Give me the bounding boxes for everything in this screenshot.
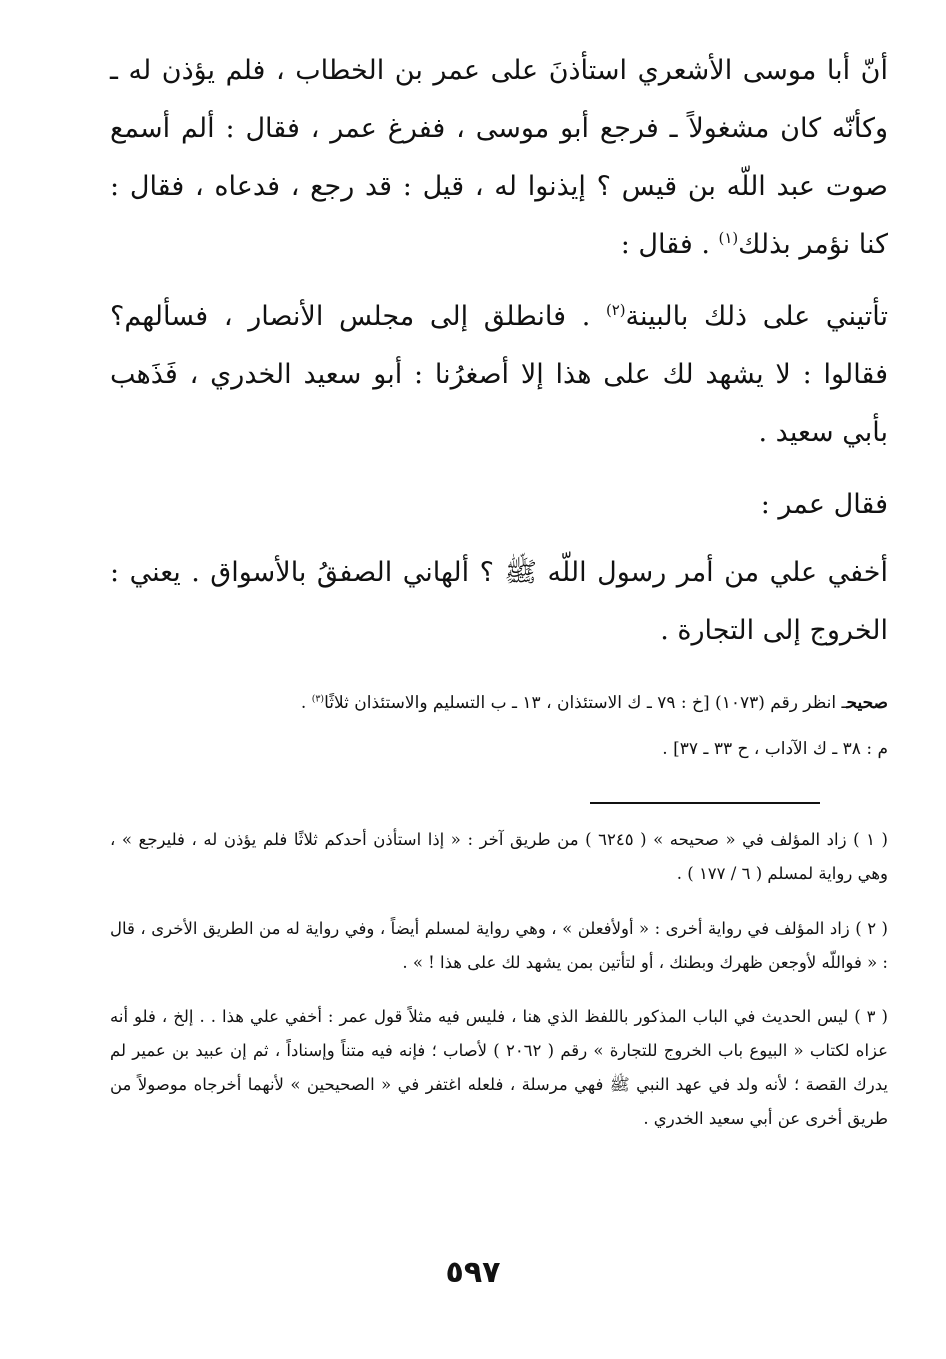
takhrij-block	[110, 680, 888, 772]
hadith-paragraph-3	[110, 476, 888, 534]
footnote-ref-1: (١)	[718, 229, 739, 247]
footnote-1: ( ١ ) زاد المؤلف في « صحيحه » ( ٦٢٤٥ ) من طريق آخر : « إذا استأذن أحدكم ثلاثًا فلم يؤذن له ، فليرجع » ، وهي رواية لمسلم ( ٦ / ١٧٧ ) .	[110, 830, 888, 883]
takhrij-line-1	[110, 680, 888, 726]
hadith-text-1-tail: . فقال :	[620, 229, 719, 260]
hadith-text-4: أخفي علي من أمر رسول اللّه ﷺ ؟ ألهاني الصفقُ بالأسواق . يعني : الخروج إلى التجارة .	[110, 557, 888, 646]
takhrij-line-1-end: .	[300, 693, 312, 713]
footnote-ref-3: (٣)	[311, 693, 325, 705]
footnote-2: ( ٢ ) زاد المؤلف في رواية أخرى : « أولأفعلن » ، وهي رواية لمسلم أيضاً ، وفي رواية له من الطريق الأخرى ، قال : « فواللّه لأوجعن ظهرك وبطنك ، أو لتأتين بمن يشهد لك على هذا ! » .	[110, 919, 888, 972]
hadith-text-2-tail: . فانطلق إلى مجلس الأنصار ، فسألهم؟ فقالوا : لا يشهد لك على هذا إلا أصغرُنا : أبو سعيد الخدري ، فَذَهب بأبي سعيد .	[110, 301, 888, 448]
hadith-text-1: أنّ أبا موسى الأشعري استأذنَ على عمر بن الخطاب ، فلم يؤذن له ـ وكأنّه كان مشغولاً ـ فرجع أبو موسى ، ففرغ عمر ، فقال : ألم أسمع صوت عبد اللّه بن قيس ؟ إيذنوا له ، قيل : قد رجع ، فدعاه ، فقال : كنا نؤمر بذلك	[110, 55, 888, 260]
footnote-3: ( ٣ ) ليس الحديث في الباب المذكور باللفظ الذي هنا ، فليس فيه مثلاً قول عمر : أخفي علي هذا . . إلخ ، فلو أنه عزاه لكتاب « البيوع باب الخروج للتجارة » رقم ( ٢٠٦٢ ) لأصاب ؛ فإنه فيه متناً وإسناداً ، ثم إن عبيد بن عمير لم يدرك القصة ؛ لأنه ولد في عهد النبي ﷺ فهي مرسلة ، فلعله اغتفر في « الصحيحين » لأنهما أخرجاه موصولاً من طريق أخرى عن أبي سعيد الخدري .	[110, 1007, 888, 1128]
hadith-text-2: تأتيني على ذلك بالبينة	[625, 301, 888, 332]
hadith-paragraph-2	[110, 288, 888, 462]
hadith-text-3: فقال عمر :	[760, 489, 888, 520]
footnote-ref-2: (٢)	[605, 301, 626, 319]
hadith-paragraph-4	[110, 544, 888, 660]
page-number: ٥٩٧	[445, 1255, 501, 1290]
takhrij-line-2: م : ٣٨ ـ ك الآداب ، ح ٣٣ ـ ٣٧] .	[662, 739, 888, 759]
hadith-paragraph-1	[110, 42, 888, 274]
takhrij-text-1: ـ انظر رقم (١٠٧٣) [خ : ٧٩ ـ ك الاستئذان ، ١٣ ـ ب التسليم والاستئذان ثلاثًا	[324, 693, 847, 713]
footnote-separator	[590, 802, 820, 804]
grade-label: صحيح	[846, 693, 888, 713]
